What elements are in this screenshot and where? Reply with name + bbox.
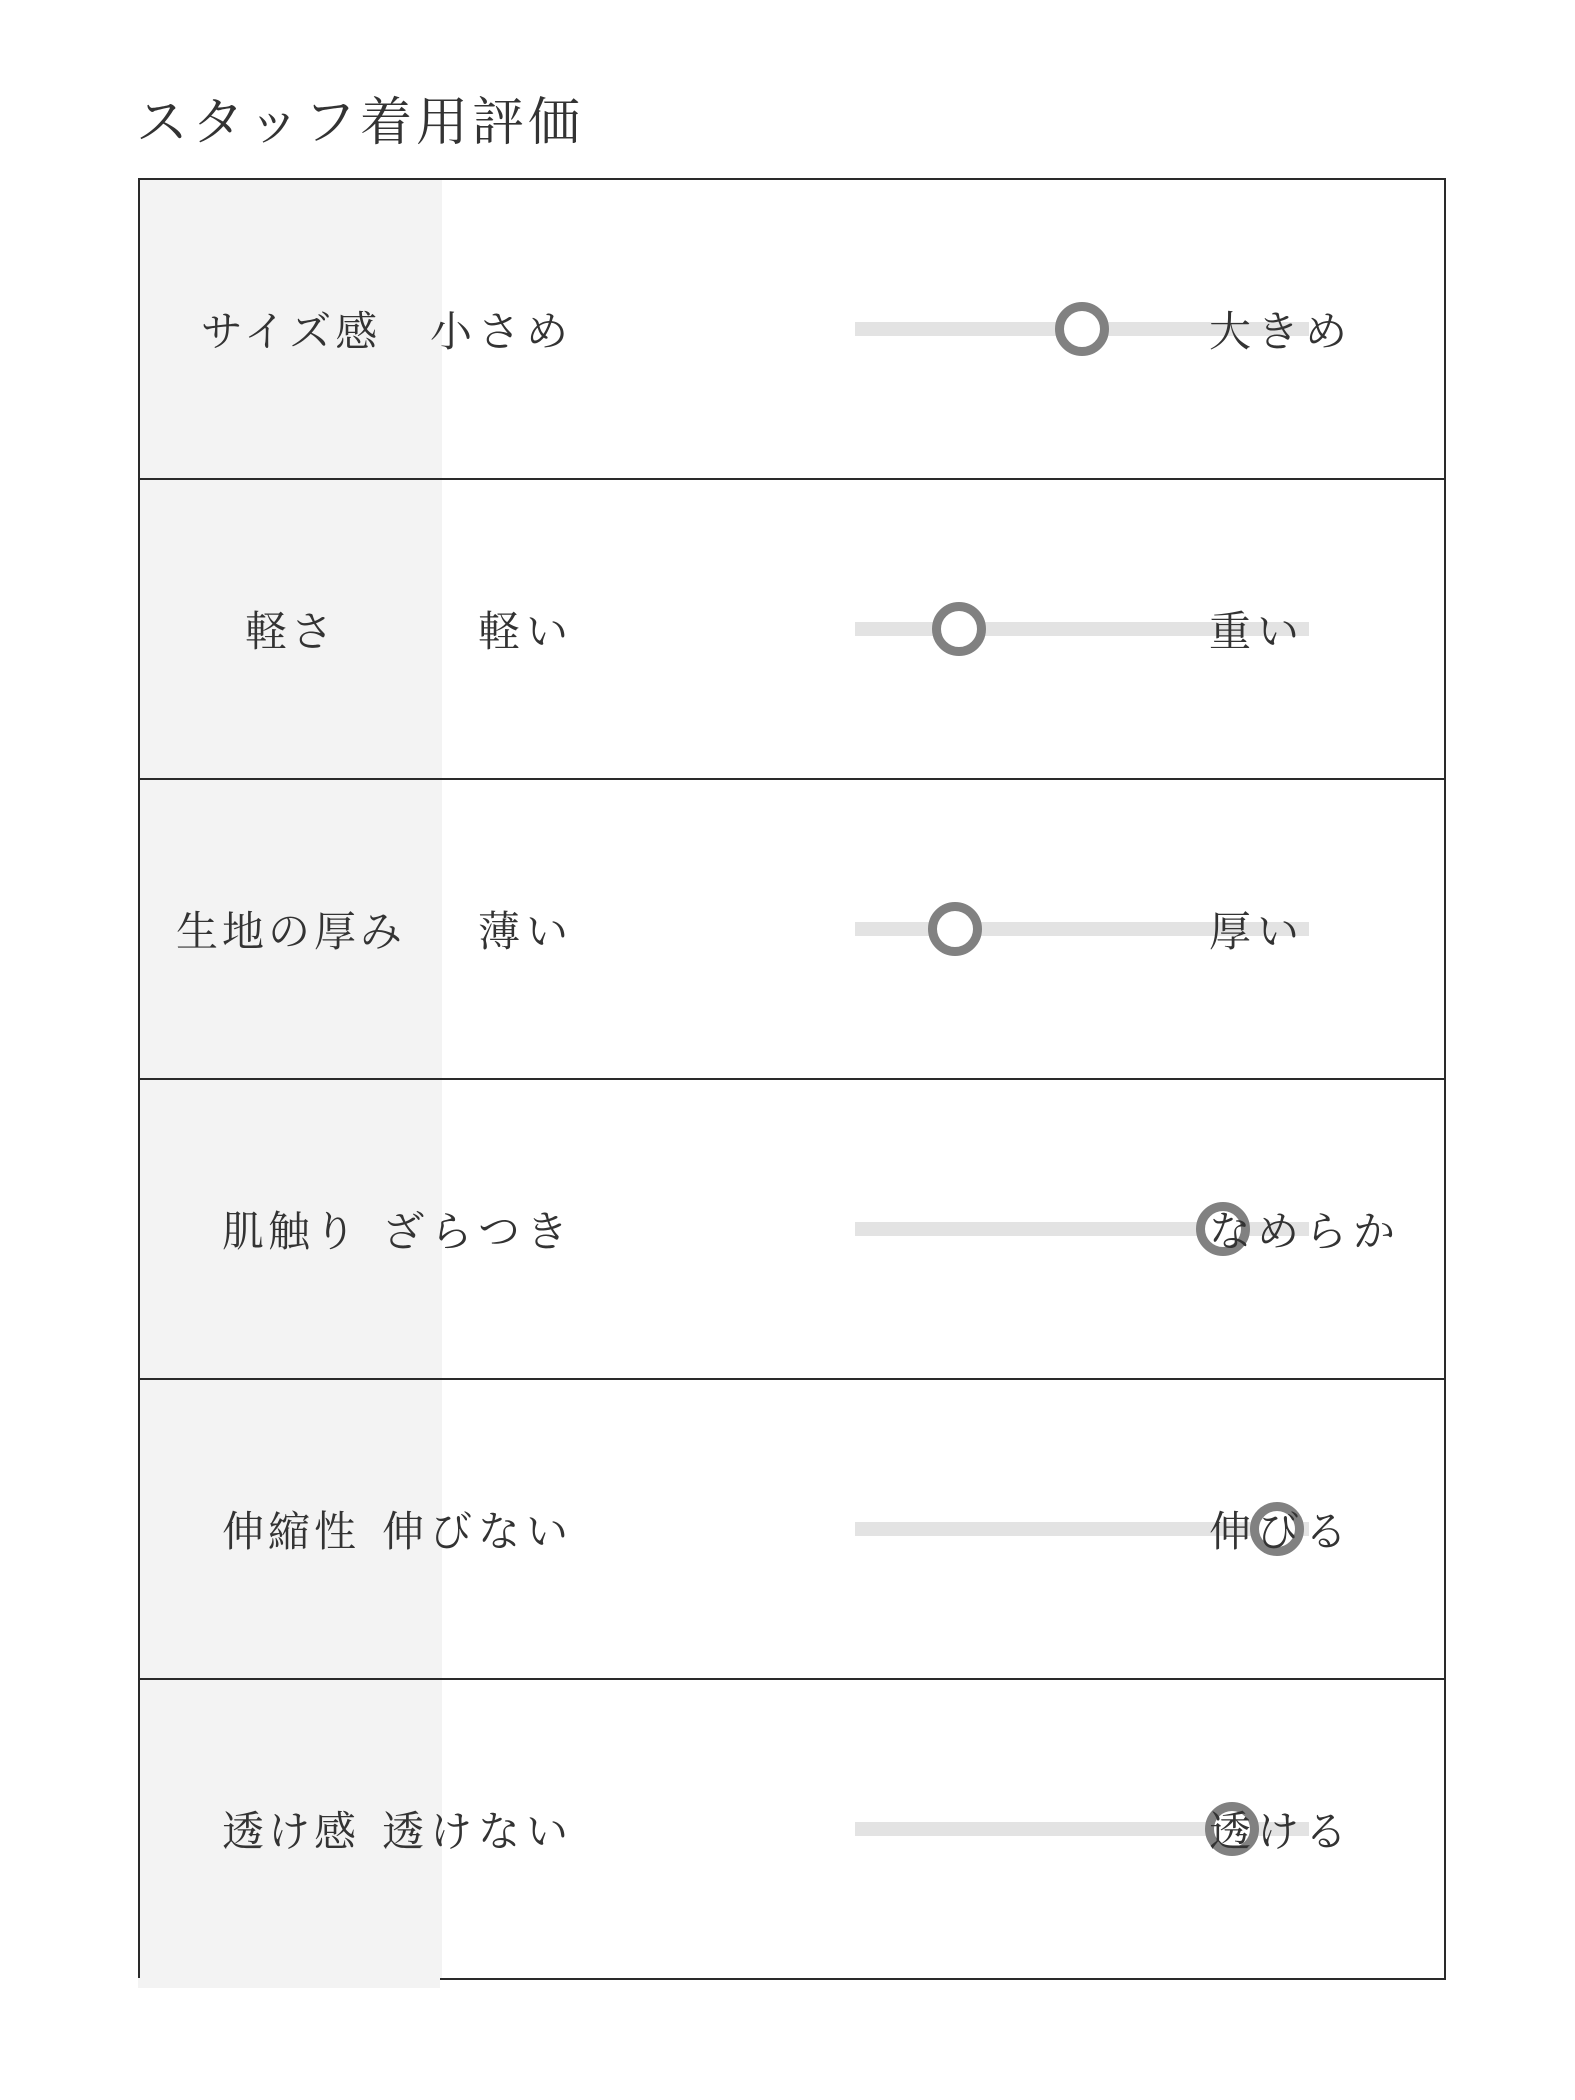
scale-max-label: 透ける — [1209, 1807, 1354, 1856]
rating-scale — [381, 1380, 1444, 1678]
scale-max-label: なめらか — [1209, 1207, 1402, 1256]
rating-slider-thumb — [932, 602, 986, 656]
rating-row-texture — [140, 1078, 1444, 1378]
rating-row-thickness — [140, 778, 1444, 1078]
scale-min-label: ざらつき — [382, 1207, 574, 1256]
rating-slider-thumb — [928, 902, 982, 956]
rating-scale — [442, 780, 1444, 1078]
scale-min-label: 透けない — [381, 1807, 574, 1856]
rating-row-stretch — [140, 1378, 1444, 1678]
row-label: 軽さ — [140, 480, 442, 778]
rating-row-size — [140, 180, 1444, 478]
row-label: 生地の厚み — [140, 780, 442, 1078]
rating-scale — [442, 480, 1444, 778]
row-label: サイズ感 — [140, 180, 442, 478]
scale-max-label: 大きめ — [1209, 307, 1354, 356]
rating-row-transparency — [140, 1678, 1444, 1978]
rating-scale — [429, 180, 1444, 478]
row-label: 伸縮性 — [140, 1380, 442, 1678]
scale-min-label: 小さめ — [429, 307, 574, 356]
scale-min-label: 伸びない — [381, 1507, 574, 1556]
rating-scale — [381, 1680, 1444, 1978]
scale-min-label: 薄い — [477, 907, 574, 956]
row-label: 透け感 — [140, 1680, 442, 1978]
scale-min-label: 軽い — [477, 607, 574, 656]
rating-slider-thumb — [1055, 302, 1109, 356]
page-title: スタッフ着用評価 — [136, 93, 585, 153]
evaluation-table — [138, 178, 1446, 1980]
label-column-overhang — [138, 1978, 440, 1988]
row-label: 肌触り — [140, 1080, 442, 1378]
rating-row-weight — [140, 478, 1444, 778]
scale-max-label: 厚い — [1209, 907, 1306, 956]
scale-max-label: 伸びる — [1209, 1507, 1354, 1556]
scale-max-label: 重い — [1209, 607, 1306, 656]
rating-scale — [382, 1080, 1444, 1378]
